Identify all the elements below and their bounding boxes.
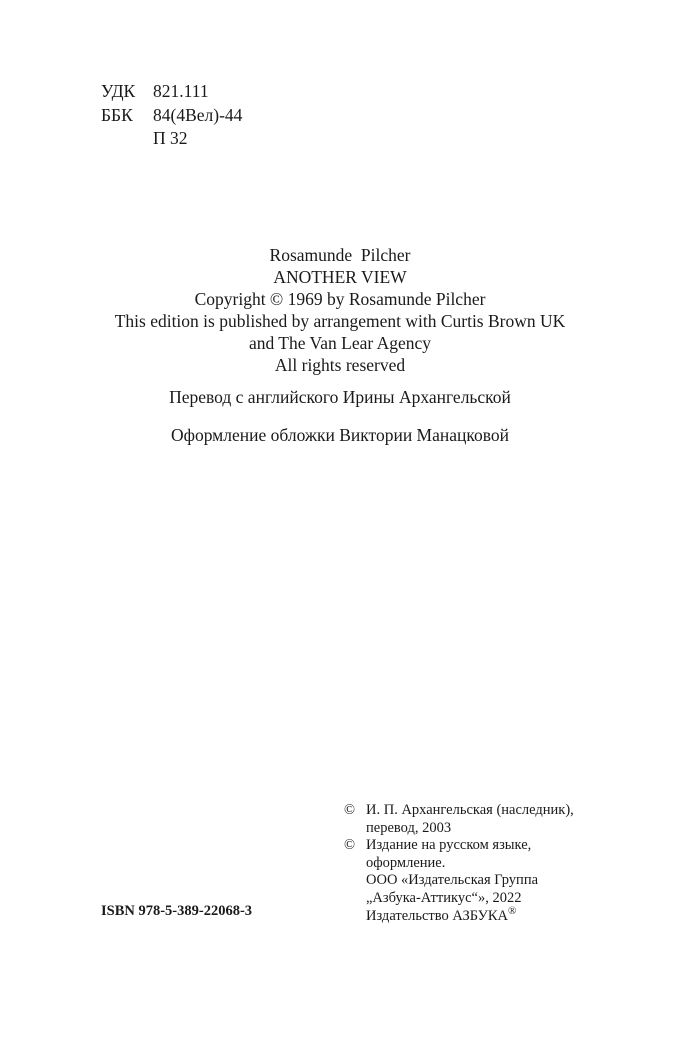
copyright-text: [366, 802, 574, 837]
translation-credit: Перевод с английского Ирины Архангельской: [169, 387, 511, 407]
copyright-line: И. П. Архангельская (наследник),: [366, 802, 574, 818]
isbn: ISBN 978-5-389-22068-3: [101, 903, 253, 919]
copyright-line: ООО «Издательская Группа: [366, 872, 539, 889]
publisher-name: Издательство АЗБУКА: [366, 907, 508, 924]
registered-trademark-icon: ®: [508, 904, 517, 917]
copyright-line: оформление.: [366, 854, 446, 871]
copyright-notices: [344, 802, 574, 925]
copyright-line: „Азбука-Аттикус“», 2022: [366, 889, 522, 906]
udk-value: 821.111: [153, 81, 209, 101]
copyright-line: Copyright © 1969 by Rosamunde Pilcher: [194, 289, 486, 309]
copyright-entry-translation: [344, 802, 574, 837]
copyright-symbol: ©: [344, 802, 356, 818]
bbk-label: ББК: [101, 104, 133, 125]
udk-label: УДК: [101, 81, 136, 101]
copyright-symbol: ©: [344, 837, 356, 854]
rights-reserved: All rights reserved: [274, 355, 406, 375]
copyright-entry-edition: [344, 837, 574, 925]
original-edition-info: [0, 244, 680, 376]
author-name: Rosamunde Pilcher: [269, 245, 411, 265]
arrangement-line-2: and The Van Lear Agency: [248, 333, 432, 353]
bbk-row: [101, 104, 242, 128]
cover-design-credit: Оформление обложки Виктории Манацковой: [170, 425, 510, 445]
author-mark: П 32: [153, 128, 188, 148]
copyright-line-publisher: [366, 904, 538, 926]
copyright-line: перевод, 2003: [366, 819, 452, 836]
copyright-line: Издание на русском языке,: [366, 837, 532, 854]
udk-row: [101, 80, 242, 104]
bbk-value: 84(4Вел)-44: [153, 104, 243, 125]
arrangement-line-1: This edition is published by arrangement with Curtis Brown UK: [114, 311, 566, 331]
copyright-text: [366, 837, 538, 925]
classification-codes: [101, 80, 242, 151]
original-title: ANOTHER VIEW: [273, 267, 407, 287]
